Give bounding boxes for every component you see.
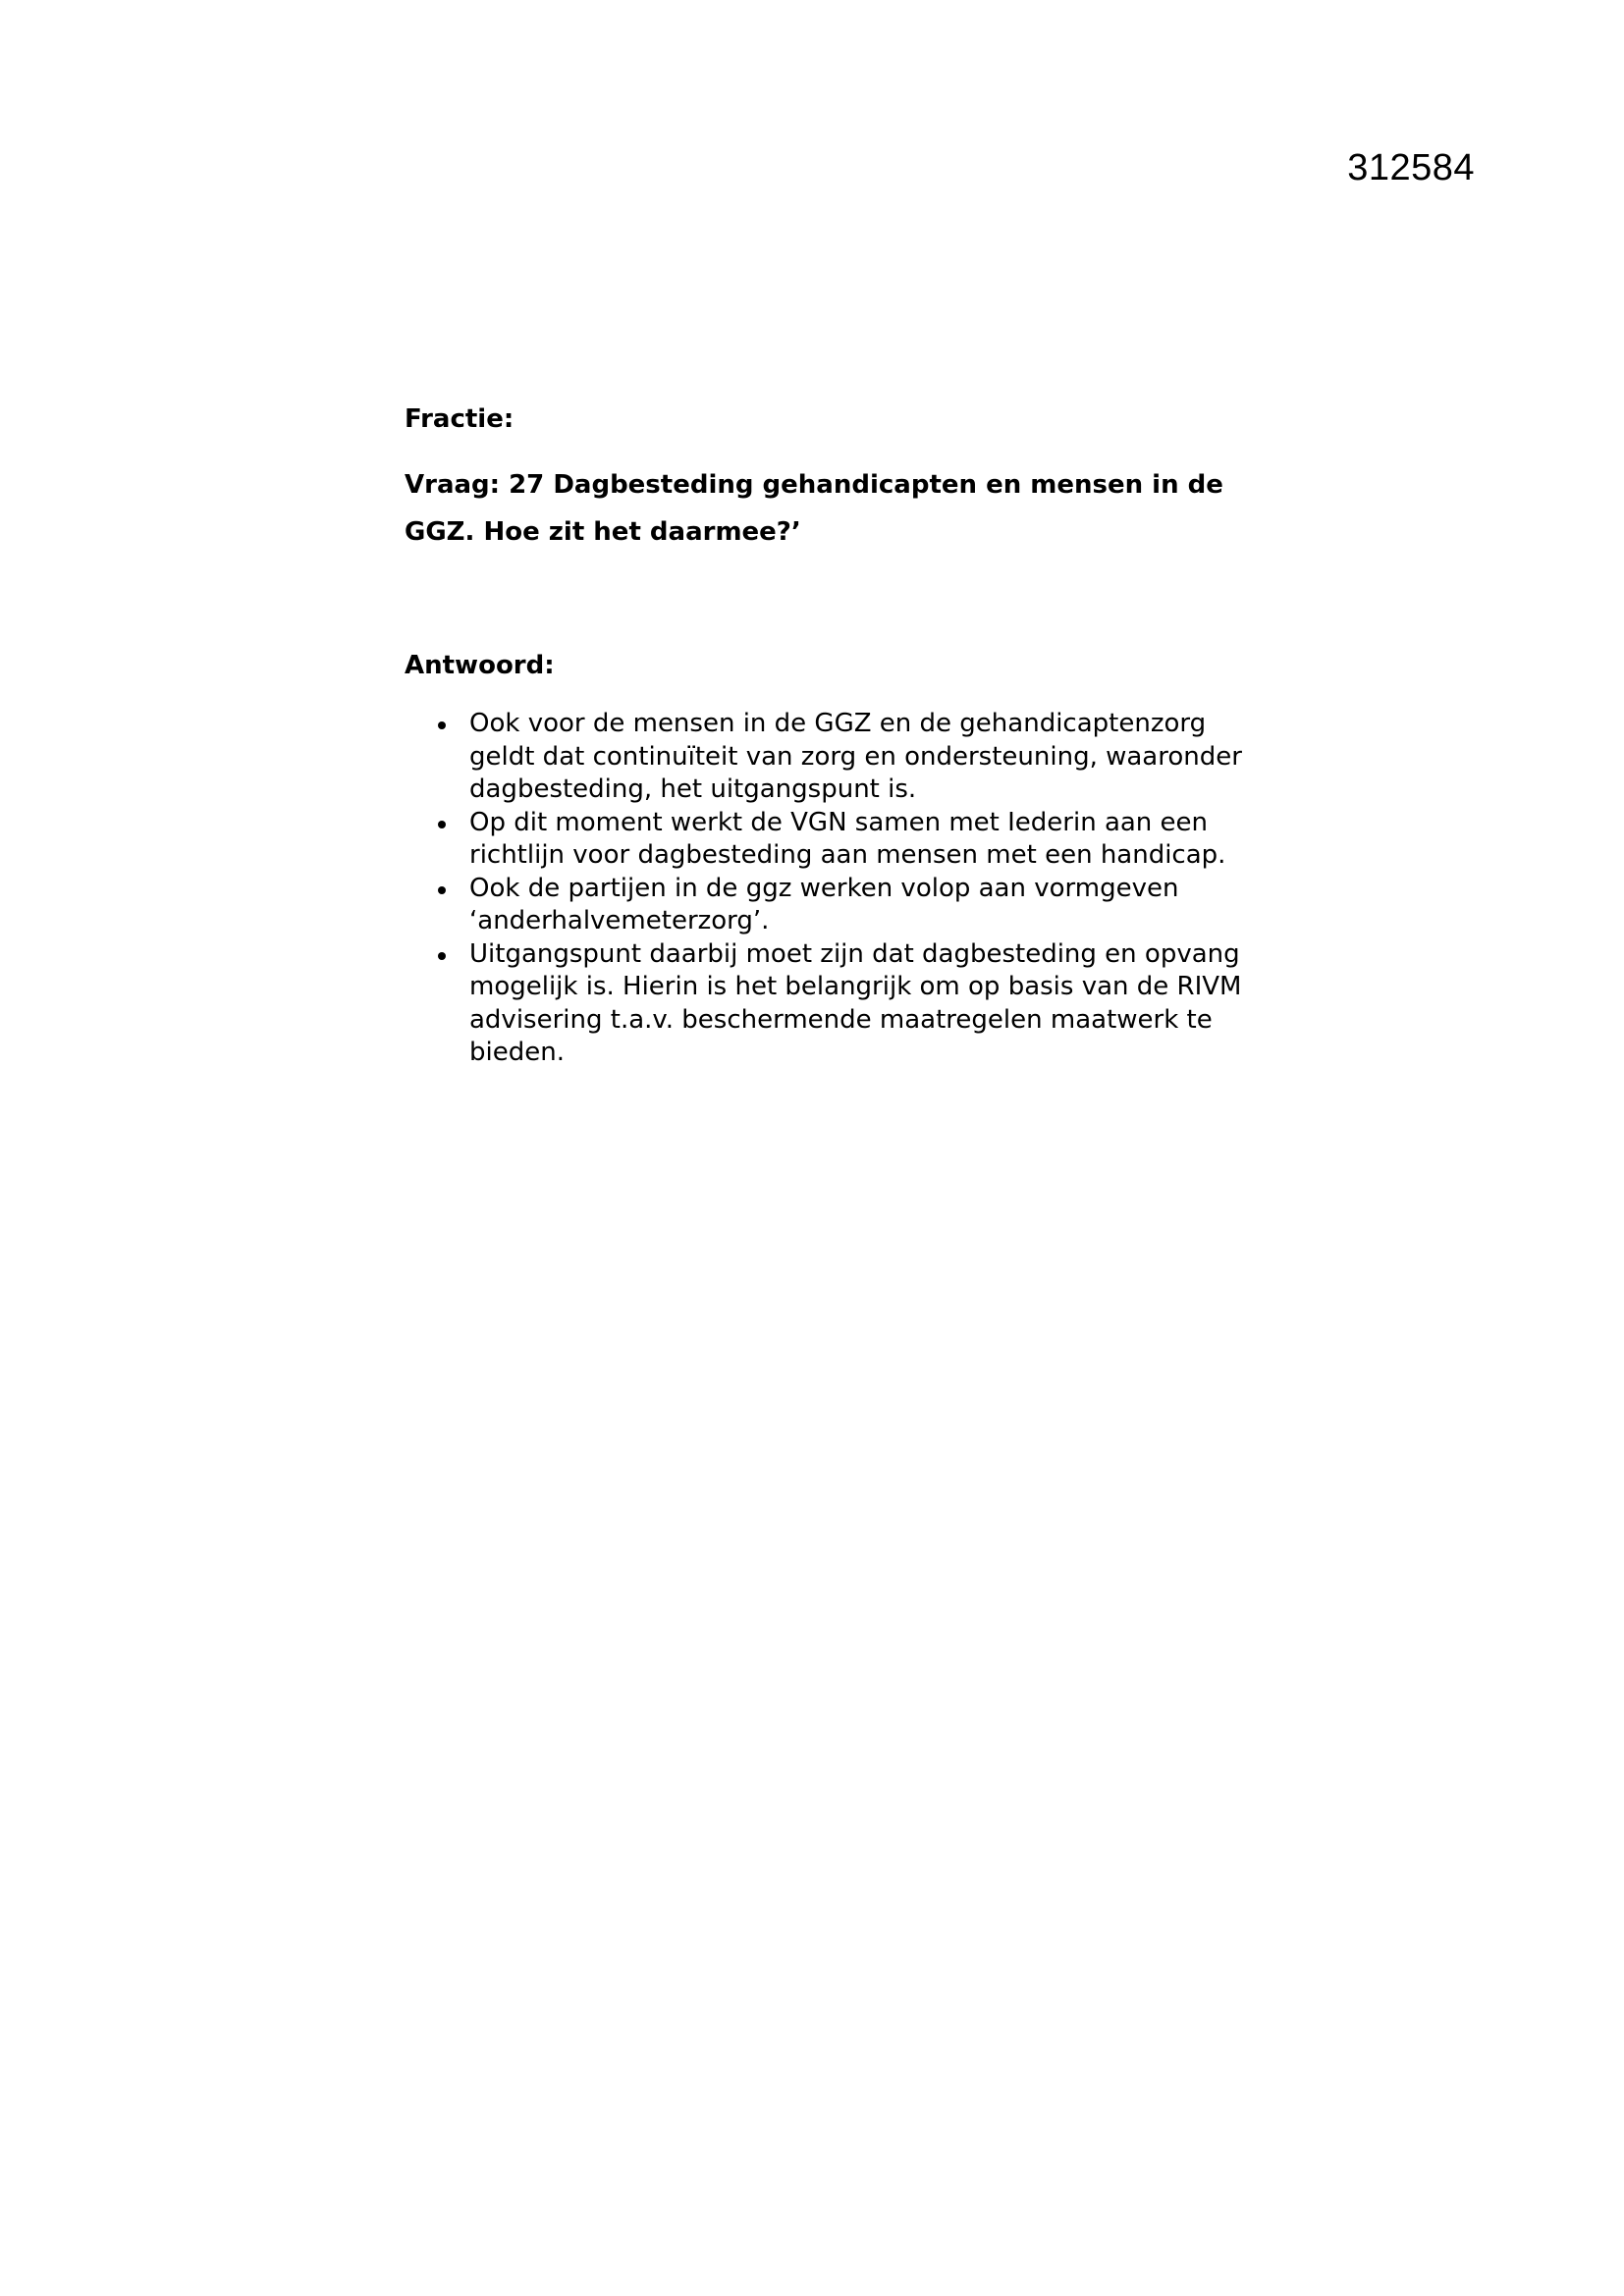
fractie-label: Fractie:: [405, 404, 514, 434]
document-body: [405, 400, 1249, 1070]
bullet-icon: [438, 886, 446, 894]
answer-point-text: Uitgangspunt daarbij moet zijn dat dagbesteding en opvang mogelijk is. Hierin is het belangrijk om op basis van de RIVM advisering t.a.v. beschermende maatregelen maatwerk te bieden.: [469, 938, 1242, 1067]
answer-point-text: Ook voor de mensen in de GGZ en de gehandicaptenzorg geldt dat continuïteit van zorg en ondersteuning, waaronder dagbesteding, het uitgangspunt is.: [469, 709, 1242, 804]
bullet-icon: [438, 952, 446, 960]
answer-point-text: Op dit moment werkt de VGN samen met Iederin aan een richtlijn voor dagbesteding aan mensen met een handicap.: [469, 807, 1226, 870]
answer-list: [405, 708, 1249, 1070]
bullet-icon: [438, 721, 446, 729]
question-text: Vraag: 27 Dagbesteding gehandicapten en mensen in de GGZ. Hoe zit het daarmee?’: [405, 470, 1223, 547]
list-item: [405, 807, 1249, 873]
answer-point-text: Ook de partijen in de ggz werken volop aan vormgeven ‘anderhalvemeterzorg’.: [469, 873, 1179, 935]
answer-label: Antwoord:: [405, 651, 555, 680]
bullet-icon: [438, 821, 446, 828]
list-item: [405, 708, 1249, 807]
document-number: 312584: [1347, 147, 1475, 188]
list-item: [405, 873, 1249, 938]
list-item: [405, 938, 1249, 1070]
